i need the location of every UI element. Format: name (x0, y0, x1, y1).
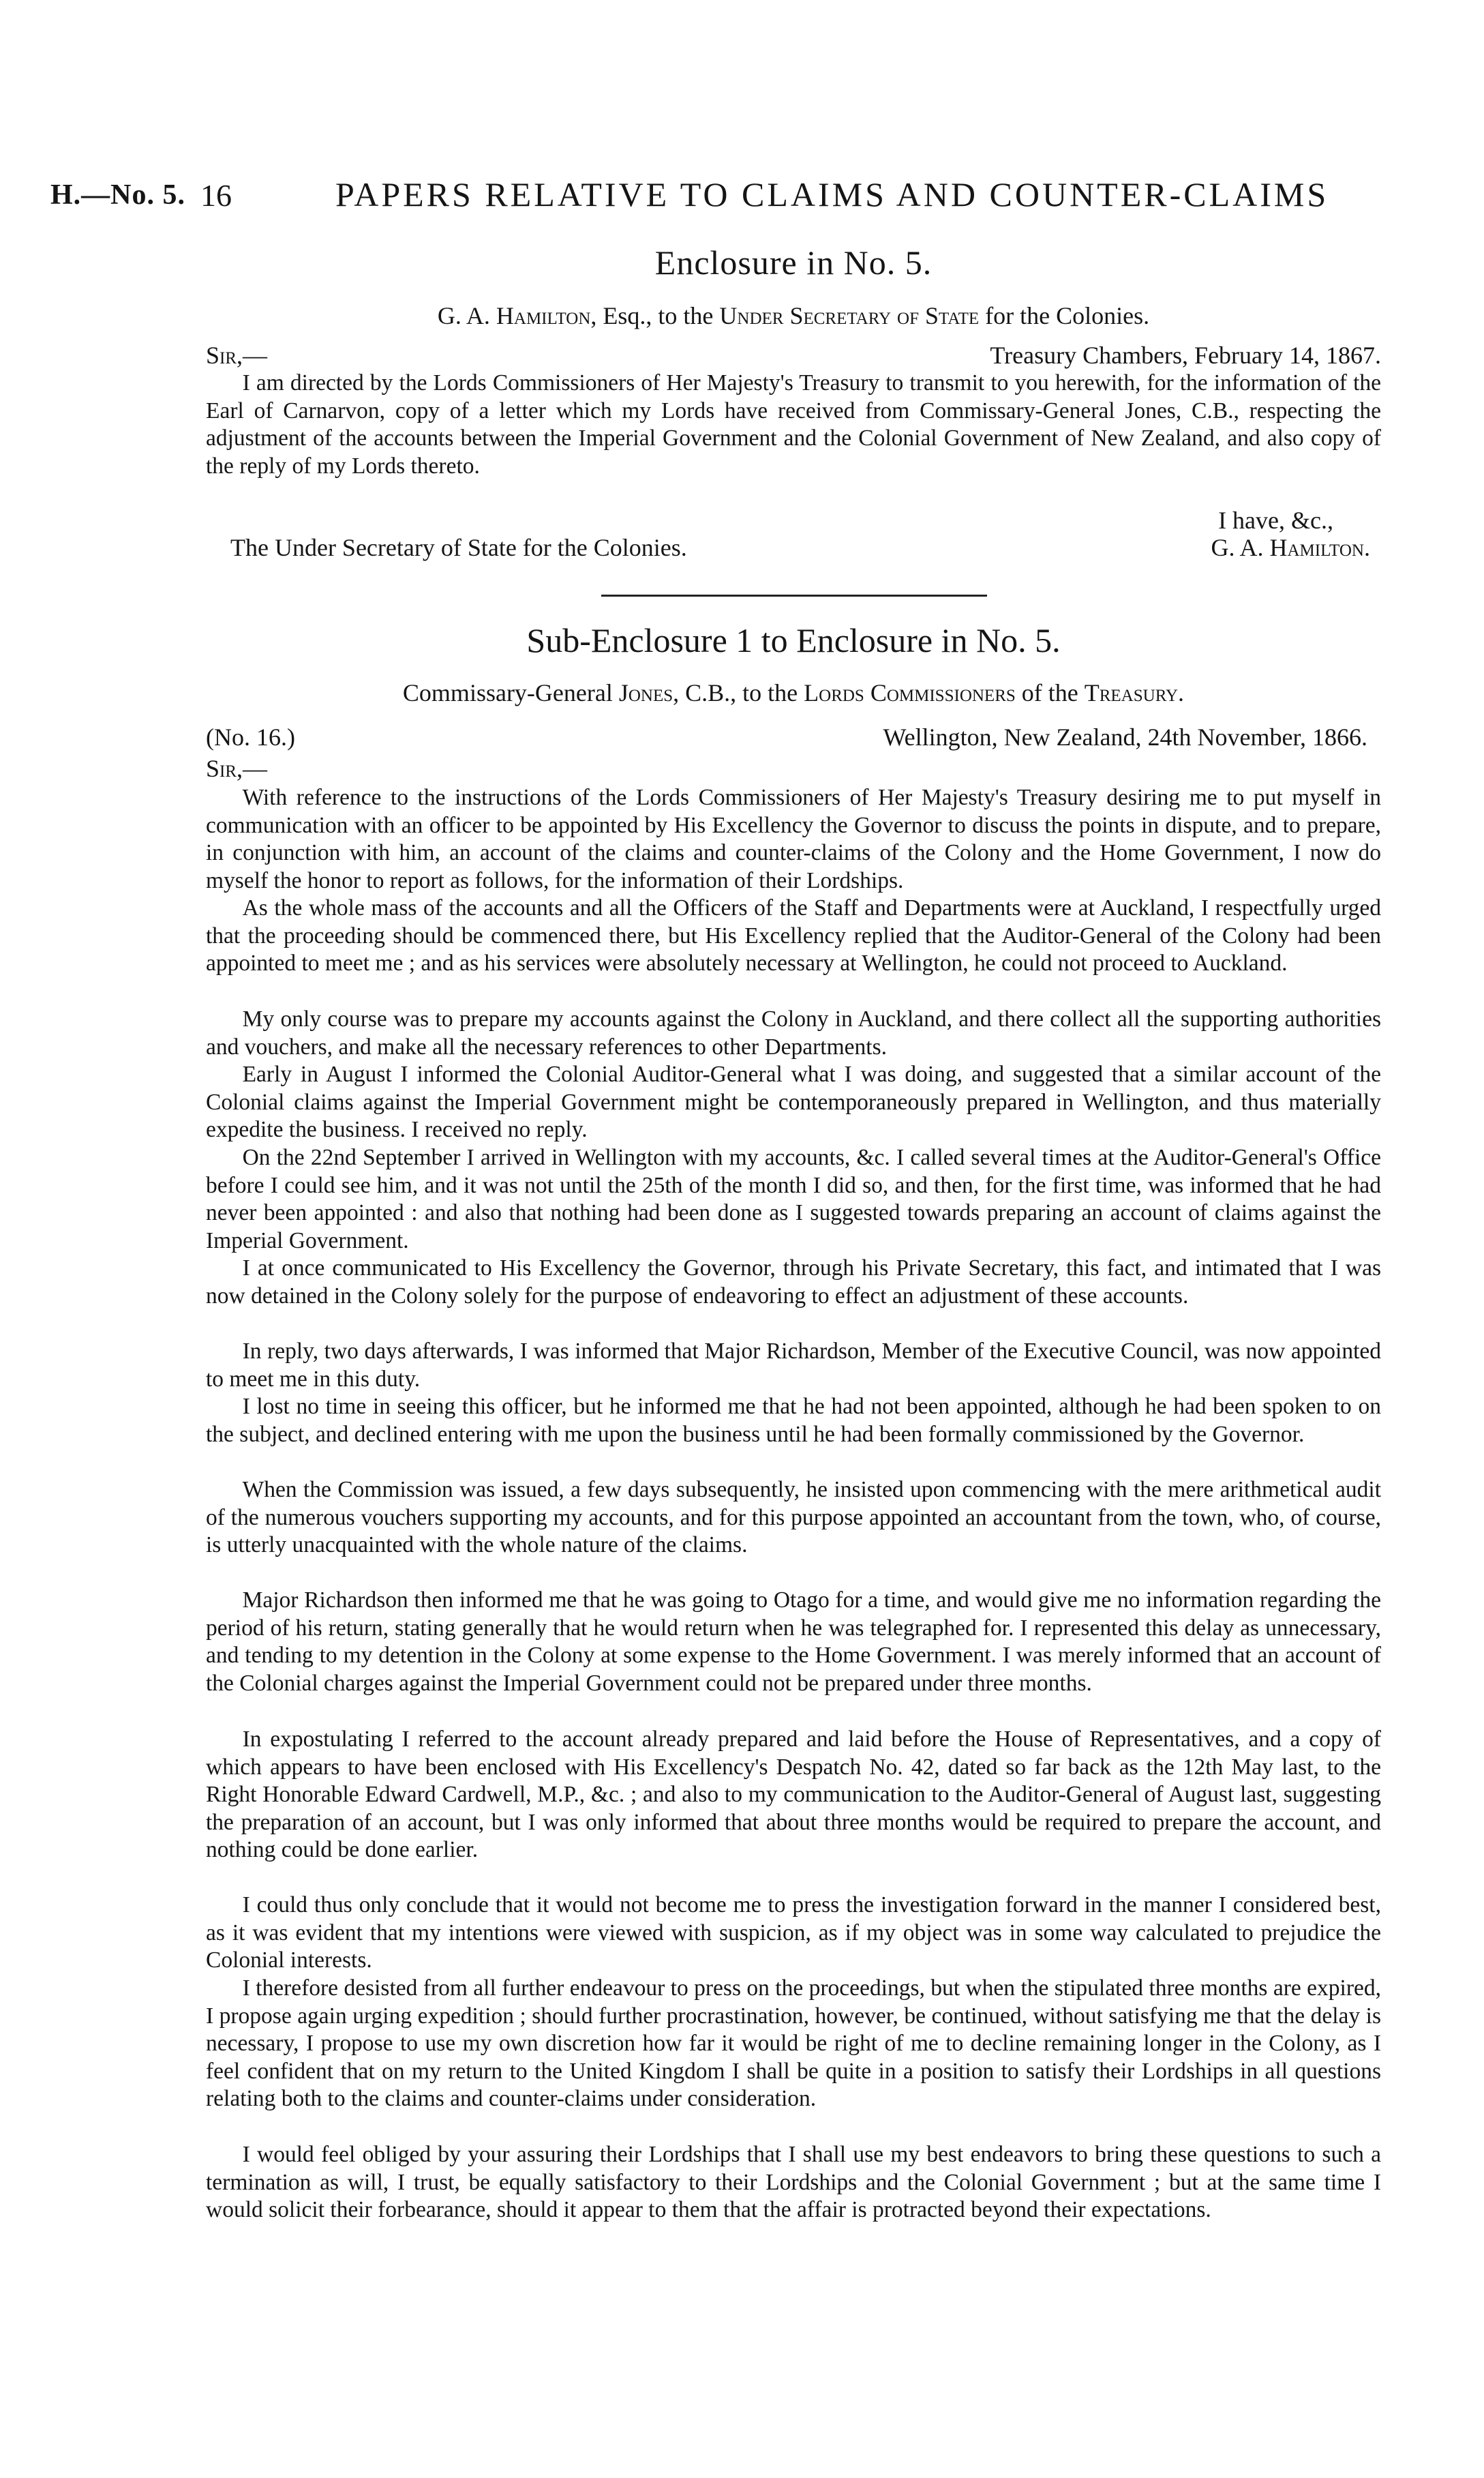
salutation: Sir,— (206, 755, 268, 782)
from-connector: Esq., to the (596, 302, 720, 329)
sub-enclosure-from-line (206, 678, 1381, 707)
sub-enclosure-title: Sub-Enclosure 1 to Enclosure in No. 5. (526, 621, 1061, 659)
page-header (50, 170, 1381, 218)
paragraph: On the 22nd September I arrived in Wellington with my accounts, &c. I called several times at the Auditor-General's Office before I could see him, and it was not until the 25th of the month I did so, and then, for the first time, was informed that he had never been appointed : and also that nothing had been done as I suggested towards preparing an account of claims against the Imperial Government. (206, 1145, 1381, 1253)
enclosure-title: Enclosure in No. 5. (654, 243, 933, 282)
addressee: The Under Secretary of State for the Colonies. (230, 534, 687, 561)
recipient-title: Lords Commissioners (804, 679, 1016, 706)
salutation: Sir,— (206, 342, 268, 369)
paragraph: With reference to the instructions of the Lords Commissioners of Her Majesty's Treasury desiring me to put myself in communication with an officer to be appointed by His Excellency the Governor to discuss the points in dispute, and to prepare, in conjunction with him, an account of the claims and counter-claims of the Colony and the Home Government, I now do myself the honor to report as follows, for the information of their Lordships. (206, 785, 1381, 893)
section-divider (601, 595, 987, 597)
paragraph: Major Richardson then informed me that he was going to Otago for a time, and would give me no information regarding the period of his return, stating generally that he would return when he was telegraphed for. I represented this delay as unnecessary, and tending to my detention in the Colony at some expense to the Home Government. I was merely informed that an account of the Colonial charges against the Imperial Government could not be prepared under three months. (206, 1587, 1381, 1696)
letter-number: (No. 16.) (206, 723, 295, 751)
paragraph: As the whole mass of the accounts and all the Officers of the Staff and Departments were at Auckland, I respectfully urged that the proceeding should be commenced there, but His Excellency replied that the Auditor-General of the Colony had been appointed to meet me ; and as his services were absolutely necessary at Wellington, he could not proceed to Auckland. (206, 895, 1381, 976)
running-title: PAPERS RELATIVE TO CLAIMS AND COUNTER-CLAIMS (335, 175, 1329, 213)
from-connector: C.B., to the (679, 679, 804, 706)
paragraph: In reply, two days afterwards, I was informed that Major Richardson, Member of the Executive Council, was now appointed to meet me in this duty. (206, 1339, 1381, 1392)
enclosure-from-line (206, 301, 1381, 330)
paragraph: I at once communicated to His Excellency the Governor, through his Private Secretary, this fact, and intimated that I was now detained in the Colony solely for the purpose of endeavoring to effect an adjustment of these accounts. (206, 1255, 1381, 1309)
paragraph: My only course was to prepare my accounts against the Colony in Auckland, and there collect all the supporting authorities and vouchers, and make all the necessary references to other Departments. (206, 1006, 1381, 1060)
paragraph: I therefore desisted from all further endeavour to press on the proceedings, but when the stipulated three months are expired, I propose again urging expedition ; should further procrastination, however, be continued, without satisfying me that the delay is necessary, I propose to use my own discretion how far it would be right of me to decline remaining longer in the Colony, as I feel confident that on my return to the United Kingdom I shall be quite in a position to satisfy their Lordships in all questions relating both to the claims and counter-claims under consideration. (206, 1975, 1381, 2112)
recipient-title: Under Secretary of State (719, 302, 980, 329)
page-number: 16 (200, 178, 232, 213)
sender-name: G. A. Hamilton, (437, 302, 597, 329)
recipient-department: Treasury. (1084, 679, 1185, 706)
paragraph: I could thus only conclude that it would not become me to press the investigation forward in the manner I considered best, as it was evident that my intentions were viewed with suspicion, as if my object was in some way calculated to prejudice the Colonial interests. (206, 1892, 1381, 1973)
place-date: Treasury Chambers, February 14, 1867. (990, 342, 1381, 369)
from-tail: for the Colonies. (979, 302, 1150, 329)
from-of: of the (1015, 679, 1085, 706)
sender-rank: Commissary-General (402, 679, 619, 706)
paragraph: In expostulating I referred to the account already prepared and laid before the House of Representatives, and a copy of which appears to have been enclosed with His Excellency's Despatch No. 42, dated so far back as the 12th May last, to the Right Honorable Edward Cardwell, M.P., &c. ; and also to my communication to the Auditor-General of August last, suggesting the preparation of an account, but I was only informed that about three months would be required to prepare the account, and nothing could be done earlier. (206, 1727, 1381, 1863)
paragraph: I lost no time in seeing this officer, but he informed me that he had not been appointed, although he had been spoken to on the subject, and declined entering with me upon the business until he had been formally commissioned by the Governor. (206, 1394, 1381, 1447)
enclosure-body: I am directed by the Lords Commissioners of Her Majesty's Treasury to transmit to you herewith, for the information of the Earl of Carnarvon, copy of a letter which my Lords have received from Commissary-General Jones, C.B., respecting the adjustment of the accounts between the Imperial Government and the Colonial Government of New Zealand, and also copy of the reply of my Lords thereto. (206, 370, 1381, 479)
place-date: Wellington, New Zealand, 24th November, 1866. (883, 723, 1367, 751)
sender-name: Jones, (618, 679, 680, 706)
parliamentary-reference: H.—No. 5. (50, 179, 185, 211)
paragraph: When the Commission was issued, a few days subsequently, he insisted upon commencing with the mere arithmetical audit of the numerous vouchers supporting my accounts, and for this purpose appointed an accountant from the town, who, of course, is utterly unacquainted with the whole nature of the claims. (206, 1477, 1381, 1558)
paragraph: I would feel obliged by your assuring their Lordships that I shall use my best endeavors to bring these questions to such a termination as will, I trust, be equally satisfactory to their Lordships and the Colonial Government ; but at the same time I would solicit their forbearance, should it appear to them that the affair is protracted beyond their expectations. (206, 2142, 1381, 2223)
closing: I have, &c., (1218, 507, 1333, 534)
paragraph: Early in August I informed the Colonial Auditor-General what I was doing, and suggested that a similar account of the Colonial claims against the Imperial Government might be contemporaneously prepared in Wellington, and thus materially expedite the business. I received no reply. (206, 1062, 1381, 1143)
signature: G. A. Hamilton. (1211, 534, 1370, 561)
